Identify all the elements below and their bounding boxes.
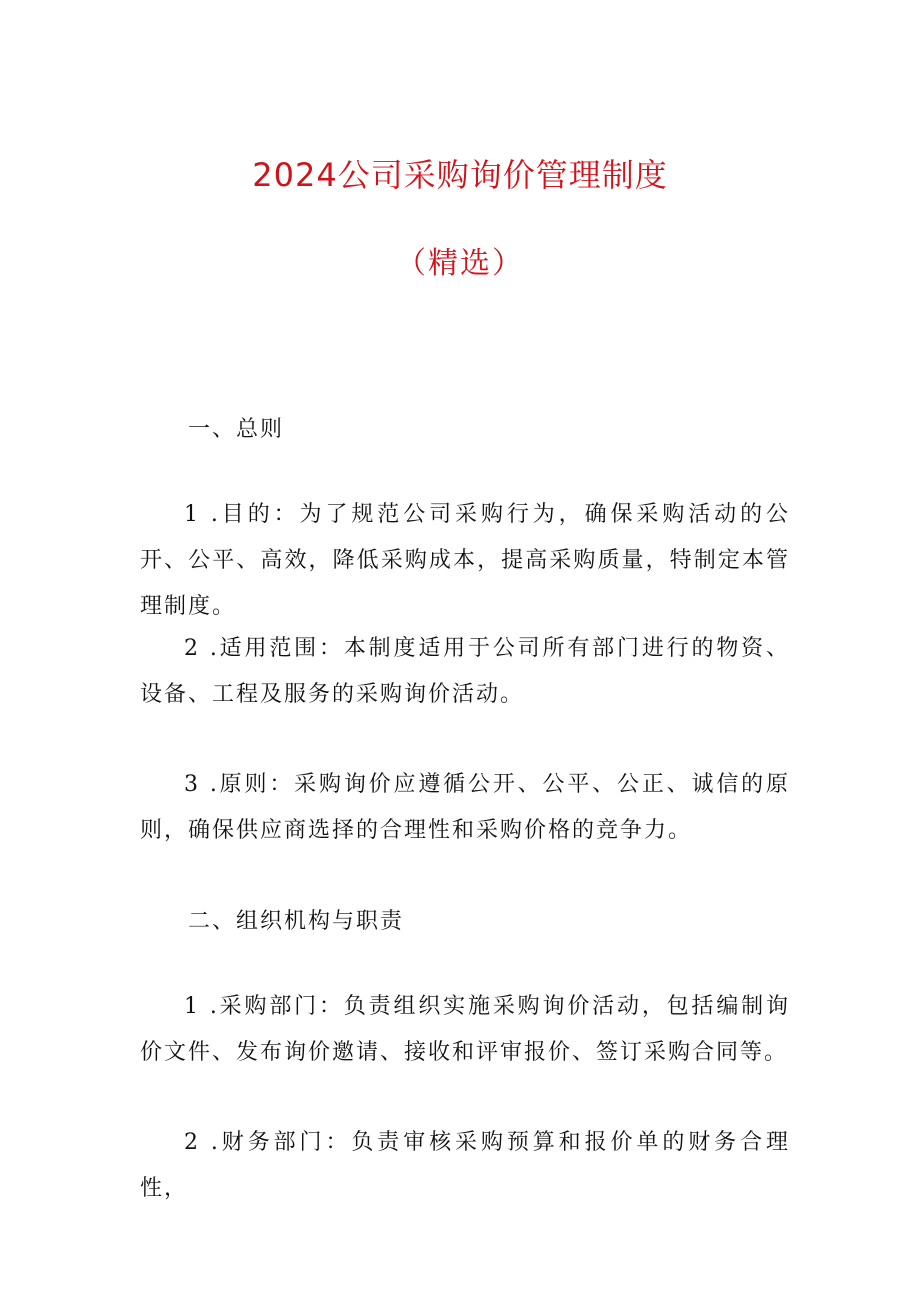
- document-title: 2024公司采购询价管理制度: [252, 156, 668, 194]
- paragraph-purpose: 1 .目的：为了规范公司采购行为，确保采购活动的公开、公平、高效，降低采购成本，提高采购质量，特制定本管理制度。: [140, 502, 790, 619]
- paragraph-finance-dept: 2 .财务部门：负责审核采购预算和报价单的财务合理性，: [140, 1130, 790, 1201]
- paragraph-purchasing-dept: 1 .采购部门：负责组织实施采购询价活动，包括编制询价文件、发布询价邀请、接收和评审报价、签订采购合同等。: [140, 994, 790, 1065]
- section-heading-general: 一、总则: [188, 417, 285, 442]
- paragraph-scope: 2 .适用范围：本制度适用于公司所有部门进行的物资、设备、工程及服务的采购询价活动。: [140, 636, 790, 707]
- document-subtitle: （精选）: [396, 246, 524, 281]
- paragraph-principles: 3 .原则：采购询价应遵循公开、公平、公正、诚信的原则，确保供应商选择的合理性和采购价格的竞争力。: [140, 772, 790, 843]
- section-heading-organization: 二、组织机构与职责: [188, 909, 405, 934]
